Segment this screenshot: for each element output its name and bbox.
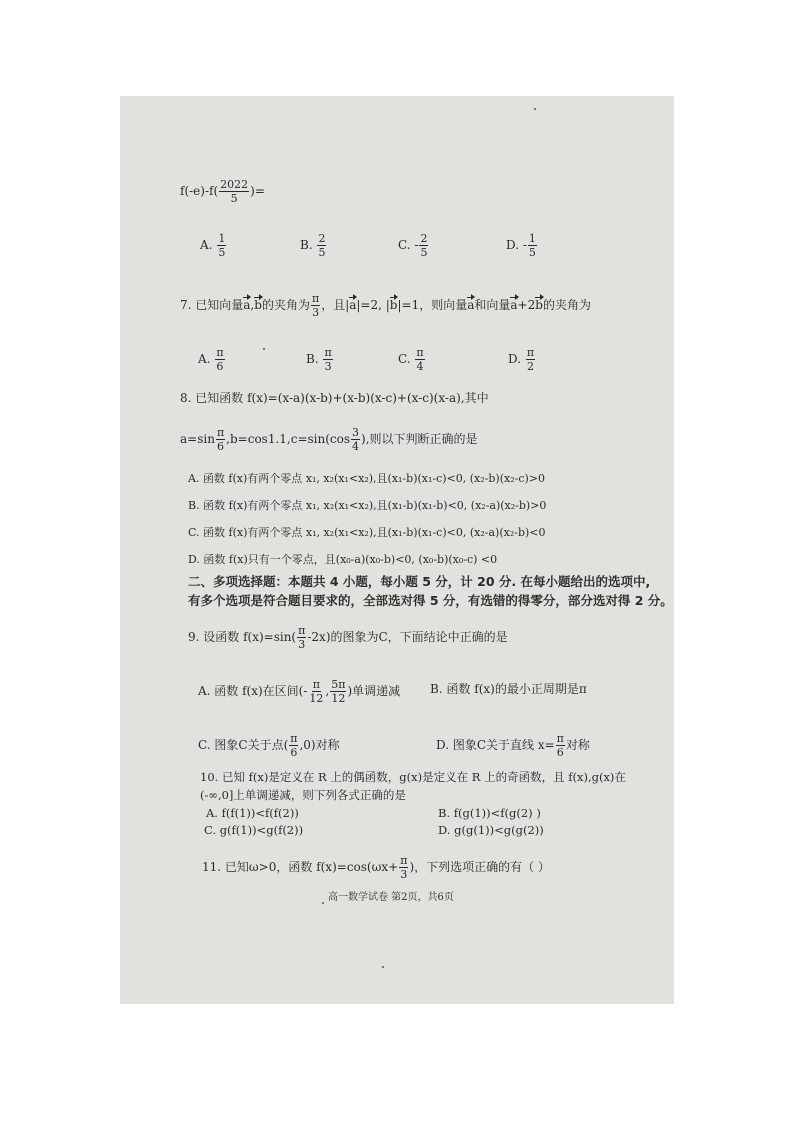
q9-option-c: C. 图象C关于点( $\frac{\pi}{6}$ ,0)对称 (198, 732, 340, 759)
q6-option-a: A. $\frac{1}{5}$ (200, 232, 226, 259)
q10-option-a: A. f(f(1))<f(f(2)) (206, 806, 299, 820)
q8-option-c: C. 函数 f(x)有两个零点 x₁, x₂(x₁<x₂),且(x₁-b)(x₁-c)<0, (x₂-a)(x₂-b)<0 (188, 526, 546, 539)
paper-speck (534, 108, 536, 110)
q7-stem: 7. 已知向量a,b的夹角为 $\frac{\pi}{3}$ ，且|a|=2, |b|=1，则向量a和向量a+2b的夹角为 (180, 292, 591, 319)
q7-option-b: B. $\frac{\pi}{3}$ (306, 346, 332, 373)
q8-option-d: D. 函数 f(x)只有一个零点，且(x₀-a)(x₀-b)<0, (x₀-b)(x₀-c) <0 (188, 553, 498, 566)
q6-tail: )= (250, 184, 265, 198)
vector-a: a (243, 298, 251, 312)
q8-stem-line1: 8. 已知函数 f(x)=(x-a)(x-b)+(x-b)(x-c)+(x-c)(x-a),其中 (180, 391, 489, 405)
q9-stem: 9. 设函数 f(x)=sin( $\frac{\pi}{3}$ -2x)的图象为C，下面结论中正确的是 (188, 624, 508, 651)
q7-option-a: A. $\frac{\pi}{6}$ (198, 346, 224, 373)
q9-option-d: D. 图象C关于直线 x= $\frac{\pi}{6}$ 对称 (436, 732, 590, 759)
paper-speck (382, 966, 384, 968)
q6-option-b: B. $\frac{2}{5}$ (300, 232, 326, 259)
q10-stem-line2: (-∞,0]上单调递减，则下列各式正确的是 (200, 788, 406, 802)
section2-heading-line2: 有多个选项是符合题目要求的，全部选对得 5 分，有选错的得零分，部分选对得 2 分。 (188, 593, 673, 608)
paper-speck (322, 902, 324, 904)
exam-paper-photo (120, 96, 674, 1004)
section2-heading-line1: 二、多项选择题：本题共 4 小题，每小题 5 分，计 20 分. 在每小题给出的选项中, (188, 574, 651, 589)
q11-stem: 11. 已知ω>0，函数 f(x)=cos(ωx+ $\frac{\pi}{3}$ )，下列选项正确的有（ ） (202, 854, 550, 881)
q7-option-c: C. $\frac{\pi}{4}$ (398, 346, 424, 373)
paper-speck (263, 348, 265, 350)
q9-option-b: B. 函数 f(x)的最小正周期是π (430, 682, 587, 696)
q7-option-d: D. $\frac{\pi}{2}$ (508, 346, 535, 373)
q6-option-c: C. - $\frac{2}{5}$ (398, 232, 428, 259)
q6-tail-expression (180, 178, 265, 205)
q10-stem-line1: 10. 已知 f(x)是定义在 R 上的偶函数，g(x)是定义在 R 上的奇函数，且 f(x),g(x)在 (200, 770, 626, 784)
q8-stem-line2: a=sin $\frac{\pi}{6}$ ,b=cos1.1,c=sin(cos $\frac{3}{4}$ ),则以下判断正确的是 (180, 426, 478, 453)
q9-option-a: A. 函数 f(x)在区间(- $\frac{\pi}{12}$ , $\frac{5\pi}{12}$ )单调递减 (198, 678, 401, 705)
q10-option-c: C. g(f(1))<g(f(2)) (204, 823, 304, 837)
q10-option-d: D. g(g(1))<g(g(2)) (438, 823, 544, 837)
q8-option-b: B. 函数 f(x)有两个零点 x₁, x₂(x₁<x₂),且(x₁-b)(x₁-b)<0, (x₂-a)(x₂-b)>0 (188, 499, 547, 512)
q6-option-d: D. - $\frac{1}{5}$ (506, 232, 536, 259)
q6-lead: f(-e)-f( (180, 184, 219, 198)
q8-option-a: A. 函数 f(x)有两个零点 x₁, x₂(x₁<x₂),且(x₁-b)(x₁-c)<0, (x₂-b)(x₂-c)>0 (188, 472, 546, 485)
q6-fraction: $\frac{2022}{5}$ (220, 178, 249, 205)
page-footer: 高一数学试卷 第2页，共6页 (328, 892, 454, 903)
vector-b: b (254, 298, 262, 312)
q10-option-b: B. f(g(1))<f(g(2) ) (438, 806, 541, 820)
